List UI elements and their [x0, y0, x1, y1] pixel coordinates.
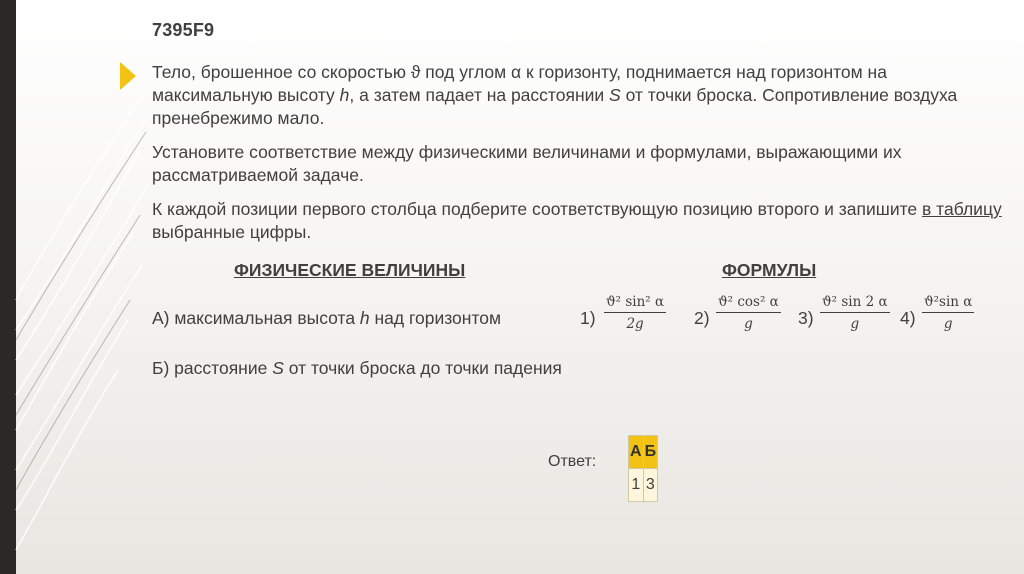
table-link[interactable]: в таблицу	[922, 199, 1002, 219]
formula-3: $\frac{\text{ϑ² sin 2 α}}{g}$	[822, 294, 888, 332]
arrow-marker-icon	[120, 62, 136, 90]
slide-content	[152, 20, 1002, 379]
formula-3-label: 3)	[798, 308, 814, 328]
instruction-table: К каждой позиции первого столбца подберите соответствующую позицию второго и запишите в таблицу выбранные цифры.	[152, 199, 1002, 242]
row-a	[152, 294, 1002, 346]
column-headings	[152, 260, 1002, 284]
answer-table	[628, 435, 658, 502]
answer-label: Ответ:	[548, 453, 597, 470]
var-s: S	[609, 85, 621, 105]
answer-header-b: Б	[643, 436, 658, 469]
formula-1-label: 1)	[580, 308, 596, 328]
instruction-match: Установите соответствие между физическими величинами и формулами, выражающими их рассматриваемой задаче.	[152, 142, 902, 185]
answer-cell-a[interactable]: 1	[629, 469, 644, 502]
item-a: А) максимальная высота h над горизонтом	[152, 308, 502, 328]
var-h: h	[339, 85, 350, 105]
problem-statement: Тело, брошенное со скоростью ϑ под углом α к горизонту, поднимается над горизонтом на максимальную высоту h, а затем падает на расстоянии S от точки броска. Сопротивление воздуха пренебрежимо мало.	[152, 62, 958, 128]
heading-quantities: ФИЗИЧЕСКИЕ ВЕЛИЧИНЫ	[234, 260, 466, 280]
task-id: 7395F9	[152, 20, 215, 40]
answer-cell-b[interactable]: 3	[643, 469, 658, 502]
speed-symbol: ϑ	[410, 62, 421, 82]
answer-value-row	[629, 469, 658, 502]
formula-2: $\frac{\text{ϑ² cos² α}}{g}$	[718, 294, 779, 332]
answer-header-row	[629, 436, 658, 469]
item-b: Б) расстояние S от точки броска до точки падения	[152, 358, 562, 378]
answer-header-a: А	[629, 436, 644, 469]
heading-formulas: ФОРМУЛЫ	[722, 260, 817, 280]
formula-4-label: 4)	[900, 308, 916, 328]
formula-2-label: 2)	[694, 308, 710, 328]
formula-1: $\frac{\text{ϑ² sin² α}}{2g}$	[606, 294, 665, 332]
formula-4: $\frac{\text{ϑ²sin α}}{g}$	[924, 294, 973, 332]
